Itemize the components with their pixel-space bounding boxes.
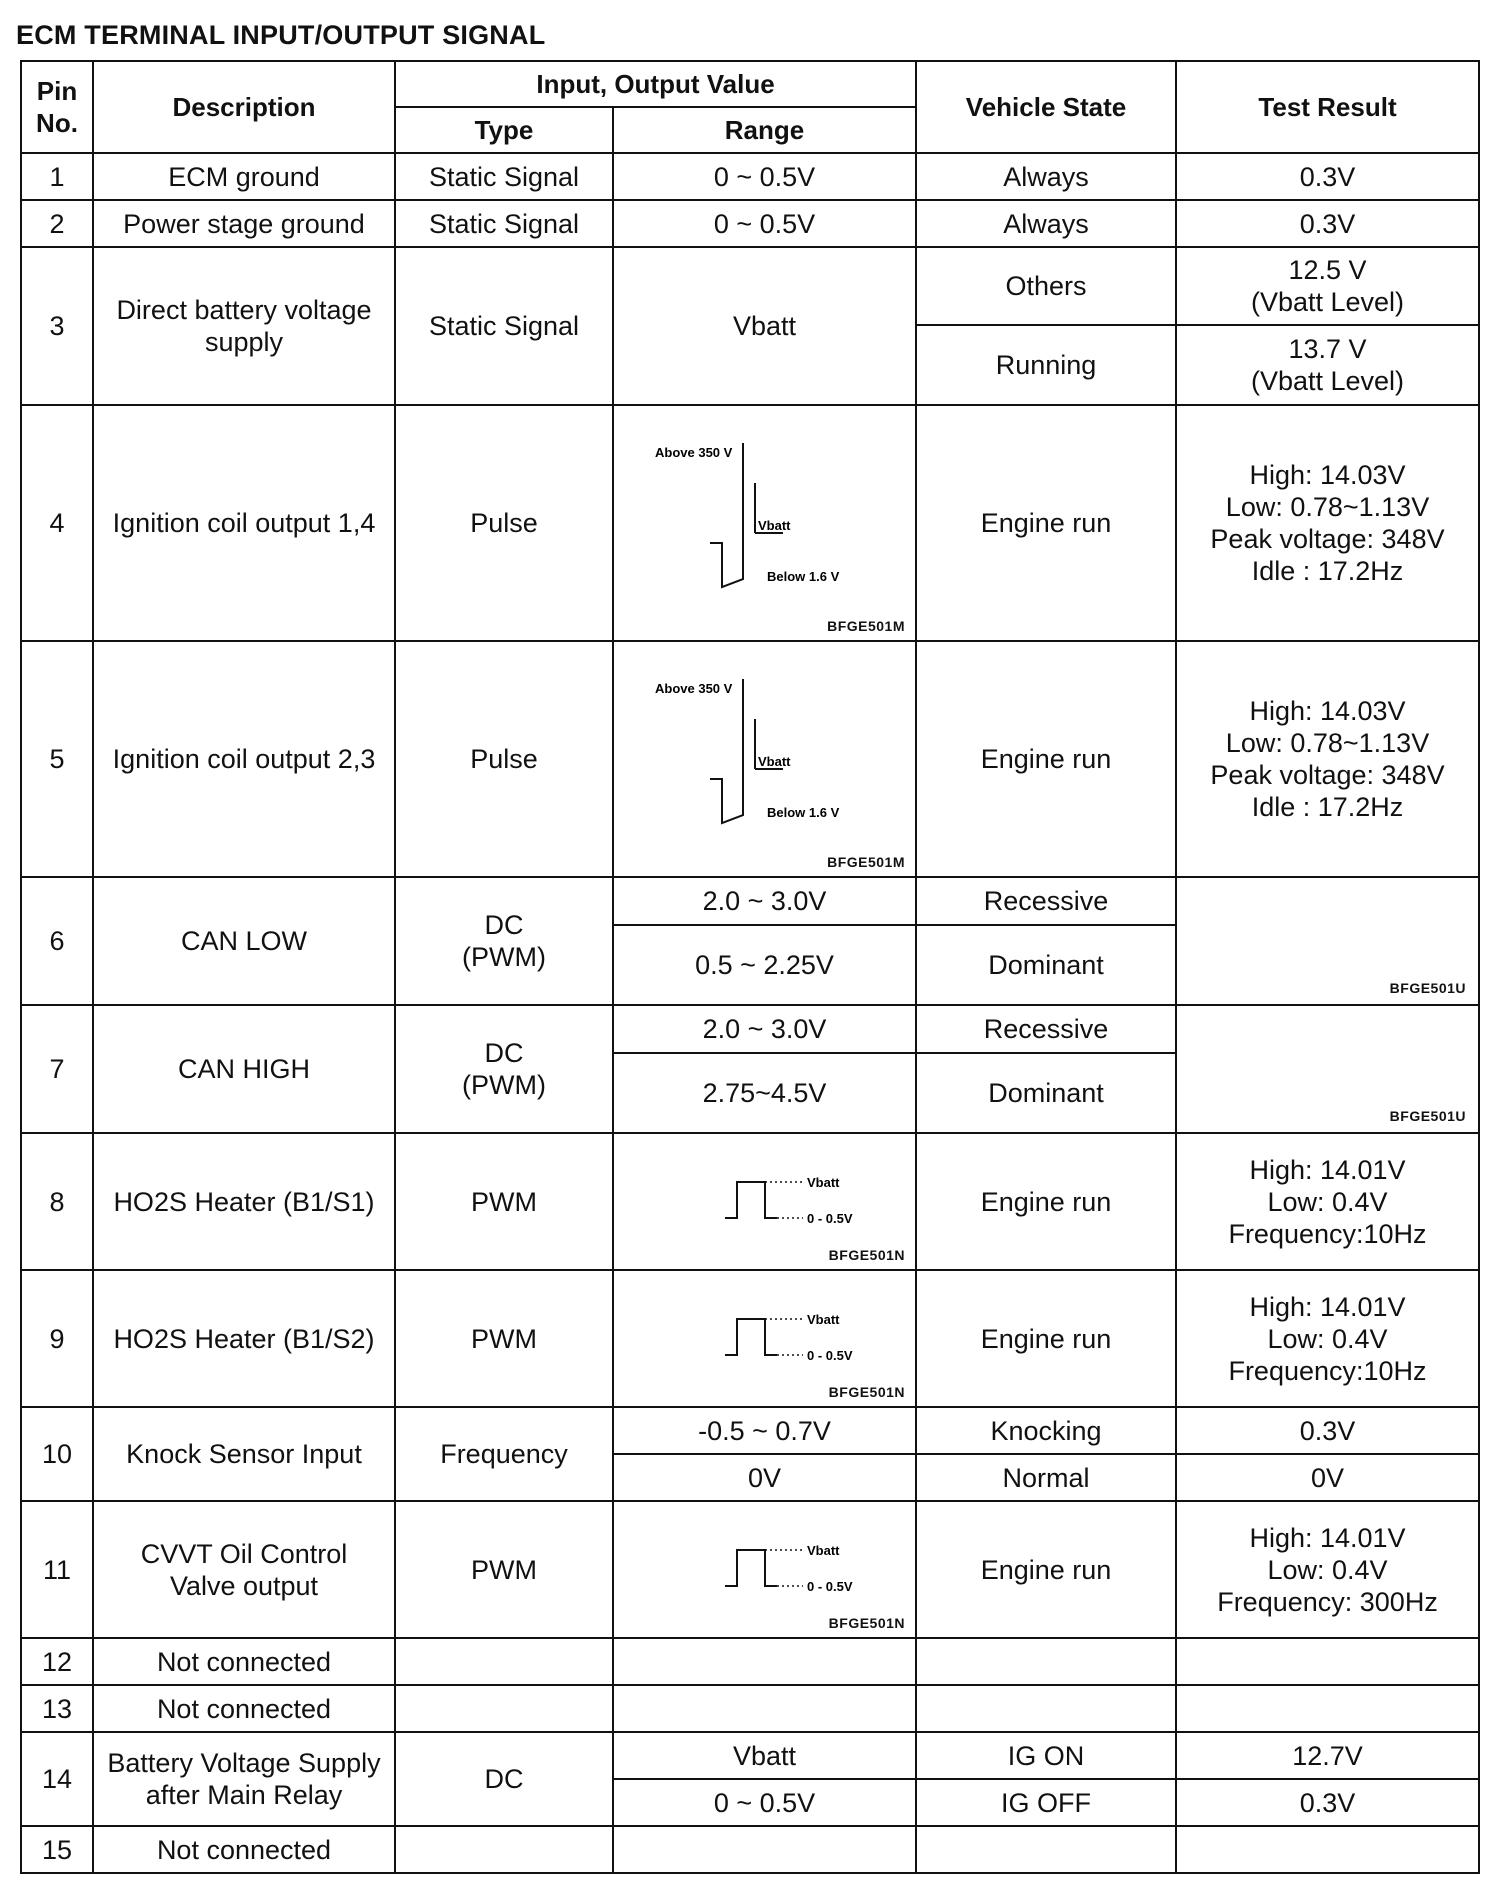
wave-label-vbatt: Vbatt <box>757 518 790 533</box>
type-cell <box>395 1826 613 1873</box>
description-cell: Not connected <box>93 1826 395 1873</box>
pin-cell: 7 <box>21 1005 93 1133</box>
result-cell: 12.5 V (Vbatt Level) <box>1176 247 1479 325</box>
table-row <box>21 405 1479 641</box>
description-cell: Ignition coil output 1,4 <box>93 405 395 641</box>
pin-cell: 15 <box>21 1826 93 1873</box>
state-cell: IG OFF <box>916 1779 1176 1826</box>
result-cell <box>1176 1005 1479 1133</box>
wave-label-high: Vbatt <box>806 1311 839 1327</box>
table-row <box>21 1005 1479 1053</box>
pin-cell: 12 <box>21 1638 93 1685</box>
range-cell: 2.75~4.5V <box>613 1053 916 1133</box>
result-cell: High: 14.03V Low: 0.78~1.13V Peak voltage: 348V Idle : 17.2Hz <box>1176 405 1479 641</box>
table-row <box>21 877 1479 925</box>
result-cell: 12.7V <box>1176 1732 1479 1779</box>
table-row <box>21 1732 1479 1779</box>
wave-label-above: Above 350 V <box>654 681 732 696</box>
pin-cell: 13 <box>21 1685 93 1732</box>
description-cell: Battery Voltage Supply after Main Relay <box>93 1732 395 1826</box>
result-cell: 13.7 V (Vbatt Level) <box>1176 325 1479 405</box>
range-cell: Vbatt <box>613 247 916 405</box>
table-row <box>21 1638 1479 1685</box>
wave-label-above: Above 350 V <box>654 445 732 460</box>
description-cell: Not connected <box>93 1685 395 1732</box>
description-cell: Knock Sensor Input <box>93 1407 395 1501</box>
type-cell: PWM <box>395 1133 613 1270</box>
result-cell: 0.3V <box>1176 1779 1479 1826</box>
header-io-value: Input, Output Value <box>395 61 916 107</box>
ignition-waveform-diagram <box>655 443 875 603</box>
state-cell: Engine run <box>916 405 1176 641</box>
wave-label-high: Vbatt <box>806 1174 839 1190</box>
state-cell: Others <box>916 247 1176 325</box>
pin-cell: 5 <box>21 641 93 877</box>
result-cell <box>1176 1826 1479 1873</box>
range-cell: 0V <box>613 1454 916 1501</box>
description-cell: ECM ground <box>93 153 395 200</box>
result-cell: 0.3V <box>1176 200 1479 247</box>
range-cell <box>613 1685 916 1732</box>
pin-cell: 6 <box>21 877 93 1005</box>
figure-code: BFGE501U <box>1389 980 1467 996</box>
table-row <box>21 1270 1479 1407</box>
state-cell: Engine run <box>916 641 1176 877</box>
pin-cell: 2 <box>21 200 93 247</box>
wave-label-low: 0 - 0.5V <box>806 1578 853 1594</box>
table-row <box>21 153 1479 200</box>
state-cell: Always <box>916 153 1176 200</box>
pwm-waveform-diagram <box>655 1299 875 1379</box>
figure-code: BFGE501U <box>1389 1108 1467 1124</box>
range-cell <box>613 1638 916 1685</box>
state-cell: Always <box>916 200 1176 247</box>
pin-cell: 4 <box>21 405 93 641</box>
description-cell: CAN LOW <box>93 877 395 1005</box>
header-test-result: Test Result <box>1176 61 1479 153</box>
type-cell: Pulse <box>395 641 613 877</box>
type-cell <box>395 1638 613 1685</box>
range-cell: -0.5 ~ 0.7V <box>613 1407 916 1454</box>
type-cell: Frequency <box>395 1407 613 1501</box>
type-cell: Static Signal <box>395 247 613 405</box>
description-cell: HO2S Heater (B1/S2) <box>93 1270 395 1407</box>
ignition-waveform-cell <box>613 405 916 641</box>
header-type: Type <box>395 107 613 153</box>
range-cell: 0.5 ~ 2.25V <box>613 925 916 1005</box>
state-cell: Engine run <box>916 1133 1176 1270</box>
wave-label-low: 0 - 0.5V <box>806 1347 853 1363</box>
result-cell: High: 14.01V Low: 0.4V Frequency:10Hz <box>1176 1270 1479 1407</box>
range-cell: 2.0 ~ 3.0V <box>613 1005 916 1053</box>
table-row <box>21 641 1479 877</box>
ignition-waveform-cell <box>613 641 916 877</box>
figure-code: BFGE501M <box>827 854 906 870</box>
type-cell: DC (PWM) <box>395 877 613 1005</box>
pin-cell: 14 <box>21 1732 93 1826</box>
wave-label-low: 0 - 0.5V <box>806 1210 853 1226</box>
table-row <box>21 1133 1479 1270</box>
wave-label-high: Vbatt <box>806 1542 839 1558</box>
type-cell: DC <box>395 1732 613 1826</box>
result-cell: High: 14.03V Low: 0.78~1.13V Peak voltage: 348V Idle : 17.2Hz <box>1176 641 1479 877</box>
pin-cell: 3 <box>21 247 93 405</box>
figure-code: BFGE501N <box>828 1615 906 1631</box>
range-cell: 0 ~ 0.5V <box>613 1779 916 1826</box>
ignition-waveform-diagram <box>655 679 875 839</box>
type-cell: Static Signal <box>395 153 613 200</box>
pin-cell: 11 <box>21 1501 93 1638</box>
state-cell: Dominant <box>916 1053 1176 1133</box>
description-cell: Direct battery voltage supply <box>93 247 395 405</box>
state-cell: Engine run <box>916 1501 1176 1638</box>
figure-code: BFGE501N <box>828 1384 906 1400</box>
header-range: Range <box>613 107 916 153</box>
type-cell: PWM <box>395 1270 613 1407</box>
pin-cell: 9 <box>21 1270 93 1407</box>
state-cell: Recessive <box>916 1005 1176 1053</box>
range-cell: Vbatt <box>613 1732 916 1779</box>
pin-cell: 8 <box>21 1133 93 1270</box>
state-cell: Normal <box>916 1454 1176 1501</box>
pwm-waveform-diagram <box>655 1162 875 1242</box>
pwm-waveform-cell <box>613 1133 916 1270</box>
table-row <box>21 1501 1479 1638</box>
description-cell: HO2S Heater (B1/S1) <box>93 1133 395 1270</box>
table-row <box>21 1407 1479 1454</box>
header-vehicle-state: Vehicle State <box>916 61 1176 153</box>
state-cell: Running <box>916 325 1176 405</box>
figure-code: BFGE501N <box>828 1247 906 1263</box>
state-cell <box>916 1638 1176 1685</box>
wave-label-below: Below 1.6 V <box>766 569 839 584</box>
state-cell: Engine run <box>916 1270 1176 1407</box>
state-cell: Dominant <box>916 925 1176 1005</box>
description-cell: CVVT Oil Control Valve output <box>93 1501 395 1638</box>
wave-label-vbatt: Vbatt <box>757 754 790 769</box>
result-cell <box>1176 877 1479 1005</box>
state-cell: Knocking <box>916 1407 1176 1454</box>
result-cell <box>1176 1685 1479 1732</box>
header-pin: Pin No. <box>21 61 93 153</box>
range-cell <box>613 1826 916 1873</box>
type-cell <box>395 1685 613 1732</box>
state-cell <box>916 1685 1176 1732</box>
page-title: ECM TERMINAL INPUT/OUTPUT SIGNAL <box>16 20 546 50</box>
pin-cell: 10 <box>21 1407 93 1501</box>
ecm-signal-table <box>20 60 1480 1874</box>
description-cell: CAN HIGH <box>93 1005 395 1133</box>
table-row <box>21 200 1479 247</box>
table-row <box>21 1685 1479 1732</box>
result-cell: High: 14.01V Low: 0.4V Frequency: 300Hz <box>1176 1501 1479 1638</box>
type-cell: Static Signal <box>395 200 613 247</box>
pwm-waveform-cell <box>613 1270 916 1407</box>
state-cell: Recessive <box>916 877 1176 925</box>
result-cell: High: 14.01V Low: 0.4V Frequency:10Hz <box>1176 1133 1479 1270</box>
description-cell: Ignition coil output 2,3 <box>93 641 395 877</box>
range-cell: 0 ~ 0.5V <box>613 200 916 247</box>
result-cell: 0V <box>1176 1454 1479 1501</box>
state-cell <box>916 1826 1176 1873</box>
pwm-waveform-diagram <box>655 1530 875 1610</box>
table-row <box>21 1826 1479 1873</box>
figure-code: BFGE501M <box>827 618 906 634</box>
type-cell: PWM <box>395 1501 613 1638</box>
table-row <box>21 247 1479 325</box>
type-cell: DC (PWM) <box>395 1005 613 1133</box>
pwm-waveform-cell <box>613 1501 916 1638</box>
header-description: Description <box>93 61 395 153</box>
description-cell: Power stage ground <box>93 200 395 247</box>
result-cell: 0.3V <box>1176 1407 1479 1454</box>
type-cell: Pulse <box>395 405 613 641</box>
range-cell: 2.0 ~ 3.0V <box>613 877 916 925</box>
description-cell: Not connected <box>93 1638 395 1685</box>
state-cell: IG ON <box>916 1732 1176 1779</box>
wave-label-below: Below 1.6 V <box>766 805 839 820</box>
range-cell: 0 ~ 0.5V <box>613 153 916 200</box>
result-cell <box>1176 1638 1479 1685</box>
result-cell: 0.3V <box>1176 153 1479 200</box>
pin-cell: 1 <box>21 153 93 200</box>
